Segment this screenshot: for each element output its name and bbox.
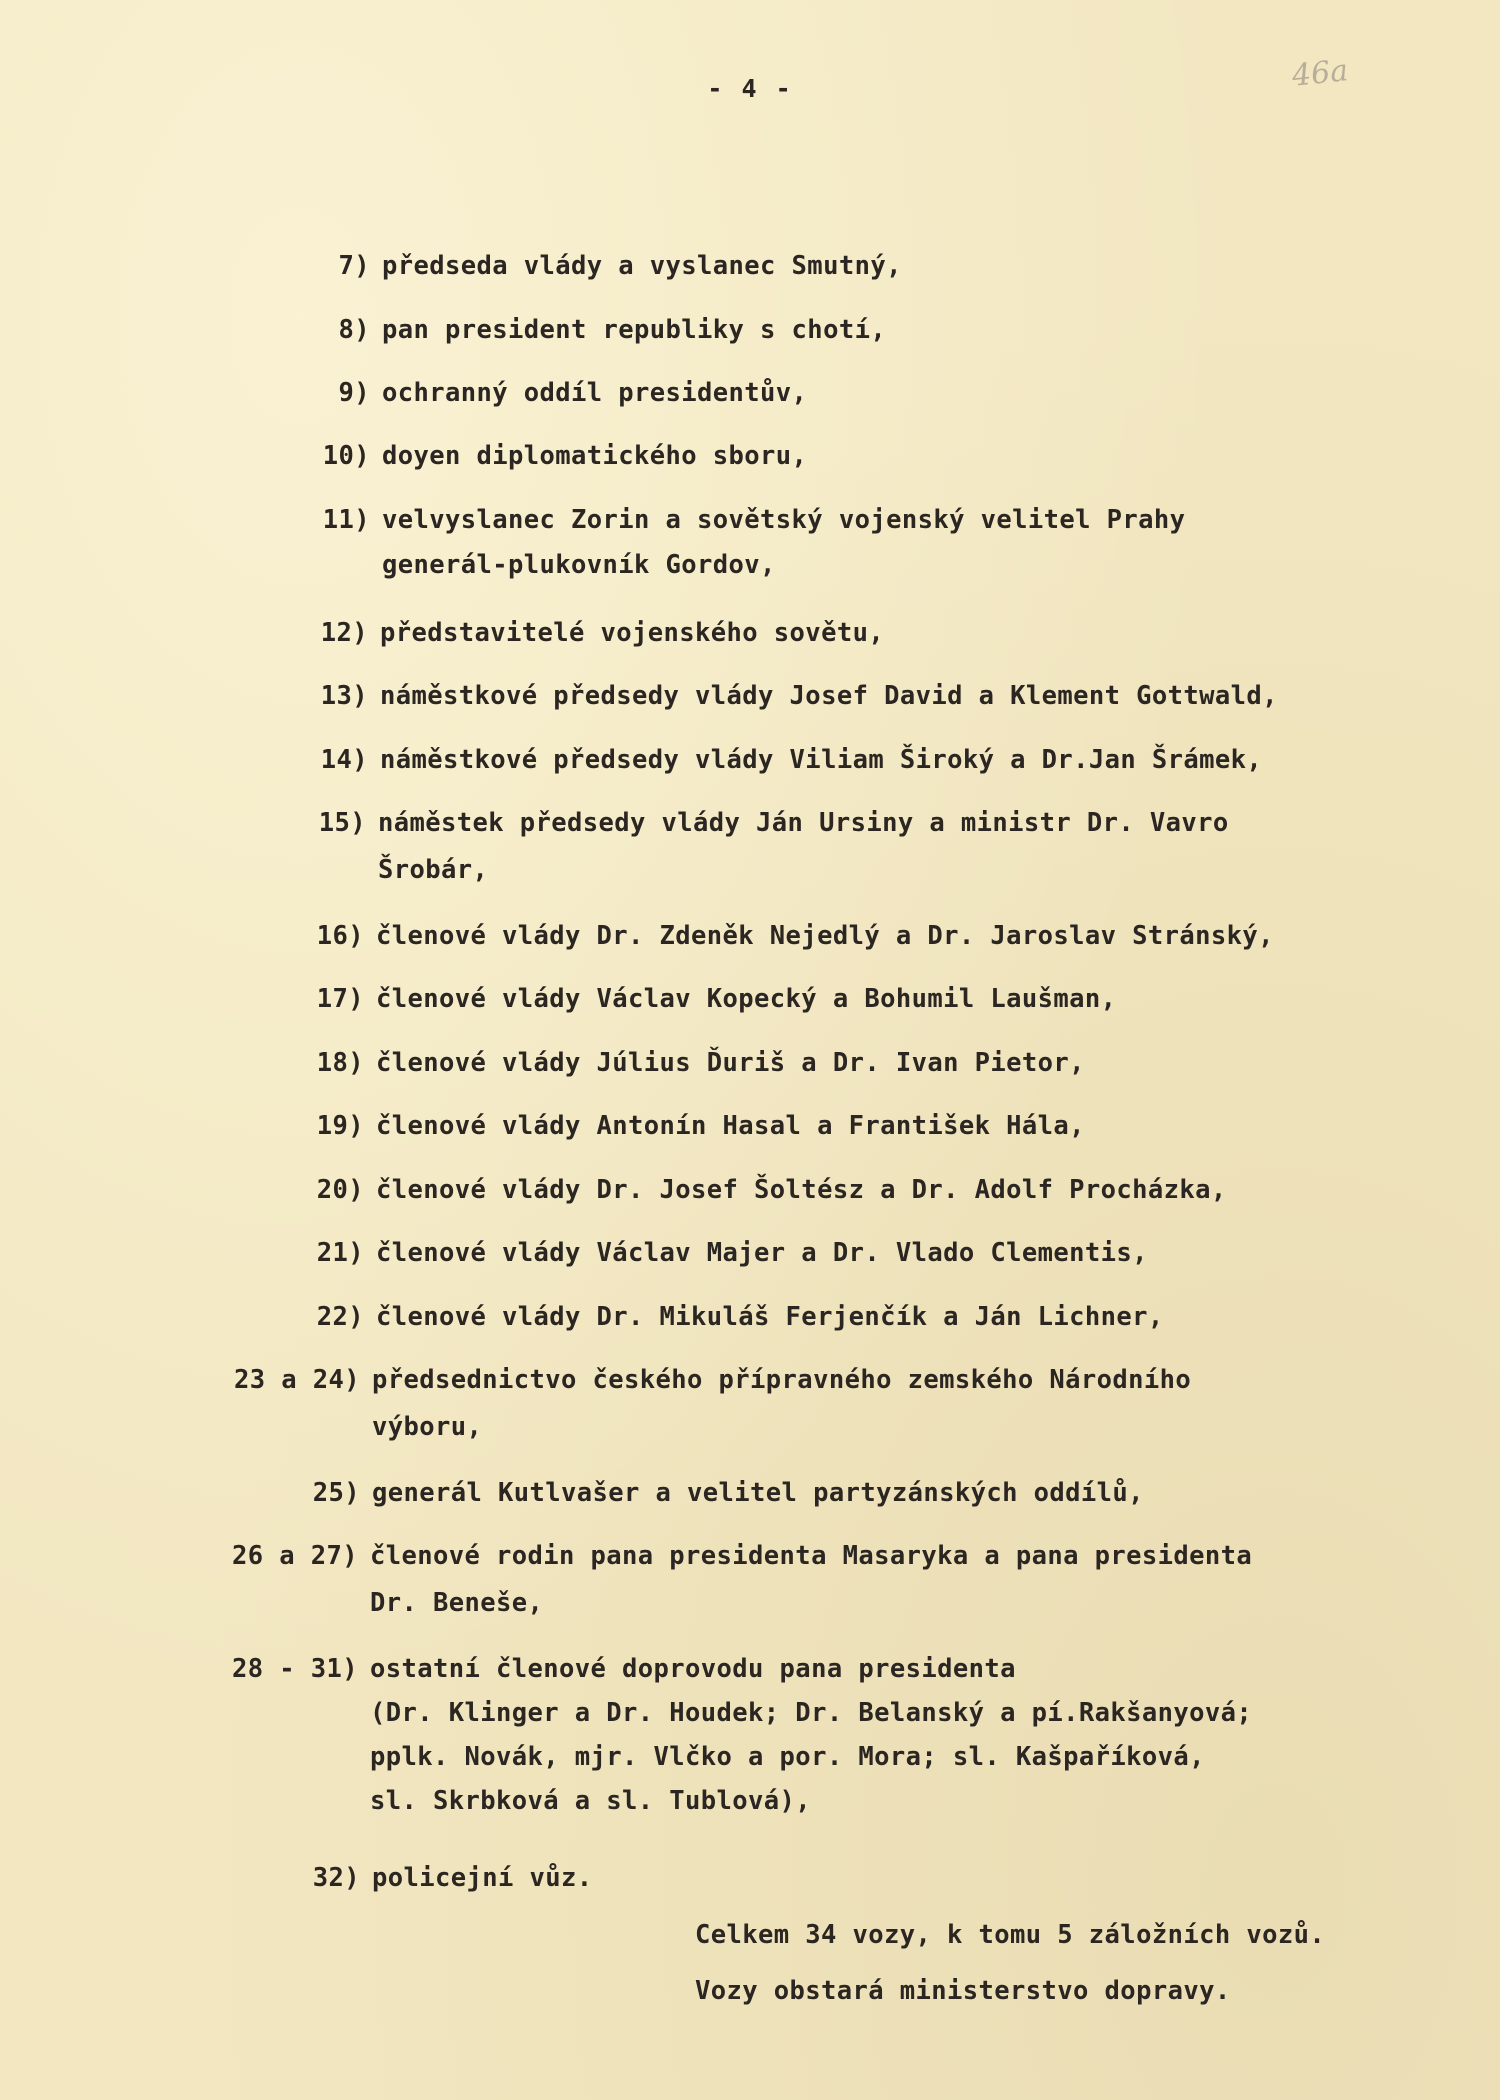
summary-total: Celkem 34 vozy, k tomu 5 záložních vozů.: [695, 1920, 1326, 1950]
item-text-line: výboru,: [372, 1412, 483, 1442]
item-number: 12): [320, 618, 368, 648]
item-number: 20): [316, 1175, 364, 1205]
item-text-line: Šrobár,: [378, 855, 489, 885]
item-text-line: členové vlády Václav Majer a Dr. Vlado Clementis,: [376, 1238, 1148, 1268]
item-number: 21): [316, 1238, 364, 1268]
item-text-line: velvyslanec Zorin a sovětský vojenský velitel Prahy: [382, 505, 1186, 535]
item-text-line: náměstkové předsedy vlády Josef David a Klement Gottwald,: [380, 681, 1278, 711]
item-text-line: generál Kutlvašer a velitel partyzánských oddílů,: [372, 1478, 1144, 1508]
item-number: 15): [318, 808, 366, 838]
item-text-line: členové vlády Dr. Mikuláš Ferjenčík a Ján Lichner,: [376, 1302, 1164, 1332]
item-text-line: ochranný oddíl presidentův,: [382, 378, 808, 408]
page-number: - 4 -: [707, 74, 793, 103]
item-number: 11): [322, 505, 370, 535]
item-number: 10): [322, 441, 370, 471]
item-text-line: členové vlády Dr. Zdeněk Nejedlý a Dr. Jaroslav Stránský,: [376, 921, 1274, 951]
item-text-line: předsednictvo českého přípravného zemského Národního: [372, 1365, 1192, 1395]
item-text-line: Dr. Beneše,: [370, 1588, 544, 1618]
item-text-line: představitelé vojenského sovětu,: [380, 618, 885, 648]
item-text-line: členové rodin pana presidenta Masaryka a pana presidenta: [370, 1541, 1253, 1571]
item-number: 28 - 31): [231, 1654, 358, 1684]
item-text-line: ostatní členové doprovodu pana presidenta: [370, 1654, 1016, 1684]
item-number: 13): [320, 681, 368, 711]
item-number: 8): [338, 315, 370, 345]
item-number: 16): [316, 921, 364, 951]
item-text-line: náměstkové předsedy vlády Viliam Široký a Dr.Jan Šrámek,: [380, 745, 1263, 775]
item-text-line: pan president republiky s chotí,: [382, 315, 887, 345]
item-number: 18): [316, 1048, 364, 1078]
item-text-line: členové vlády Antonín Hasal a František Hála,: [376, 1111, 1085, 1141]
item-number: 9): [338, 378, 370, 408]
item-text-line: členové vlády Dr. Josef Šoltész a Dr. Adolf Procházka,: [376, 1175, 1227, 1205]
item-text-line: členové vlády Július Ďuriš a Dr. Ivan Pietor,: [376, 1048, 1085, 1078]
item-number: 19): [316, 1111, 364, 1141]
summary-note: Vozy obstará ministerstvo dopravy.: [695, 1976, 1231, 2006]
item-text-line: doyen diplomatického sboru,: [382, 441, 808, 471]
item-number: 7): [338, 251, 370, 281]
item-text-line: náměstek předsedy vlády Ján Ursiny a ministr Dr. Vavro: [378, 808, 1229, 838]
item-text-line: předseda vlády a vyslanec Smutný,: [382, 251, 902, 281]
item-number: 23 a 24): [233, 1365, 360, 1395]
item-number: 25): [312, 1478, 360, 1508]
item-number: 26 a 27): [231, 1541, 358, 1571]
item-text-line: policejní vůz.: [372, 1863, 593, 1893]
item-number: 22): [316, 1302, 364, 1332]
item-number: 17): [316, 984, 364, 1014]
item-text-line: sl. Skrbková a sl. Tublová),: [370, 1786, 812, 1816]
item-text-line: pplk. Novák, mjr. Vlčko a por. Mora; sl. Kašpaříková,: [370, 1742, 1205, 1772]
archive-handwritten-mark: 46a: [1290, 53, 1350, 94]
item-text-line: (Dr. Klinger a Dr. Houdek; Dr. Belanský a pí.Rakšanyová;: [370, 1698, 1253, 1728]
item-text-line: členové vlády Václav Kopecký a Bohumil Laušman,: [376, 984, 1117, 1014]
item-text-line: generál-plukovník Gordov,: [382, 550, 776, 580]
item-number: 14): [320, 745, 368, 775]
item-number: 32): [312, 1863, 360, 1893]
